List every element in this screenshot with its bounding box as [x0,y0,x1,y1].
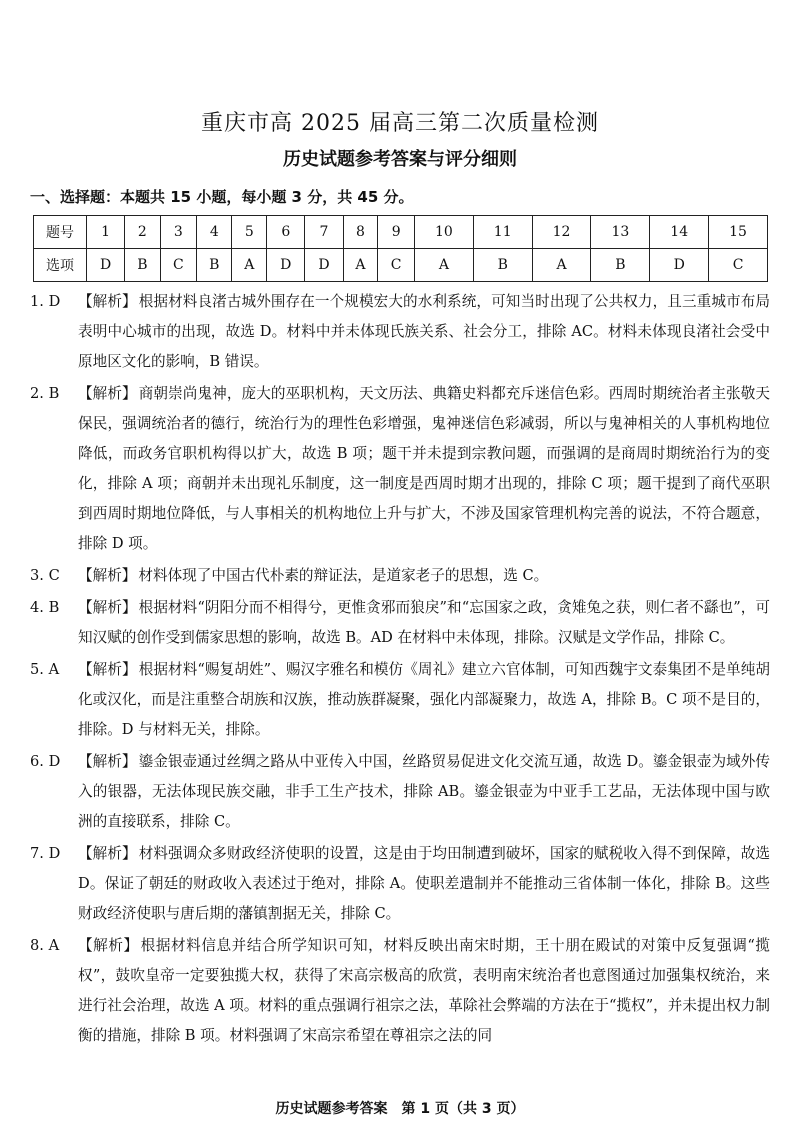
item-number: 4. B [30,599,60,616]
question-number: 1 [87,216,125,249]
question-number: 3 [160,216,197,249]
answer-cell: D [305,249,343,282]
analysis-tag: 【解析】 [78,599,137,616]
item-number: 7. D [30,845,61,862]
answer-cell: B [197,249,232,282]
question-number: 14 [650,216,709,249]
item-number: 5. A [30,661,60,678]
analysis-tag: 【解析】 [78,753,137,770]
explanation-item [30,839,770,929]
question-number: 10 [414,216,473,249]
analysis-tag: 【解析】 [78,845,137,862]
item-text [78,287,770,377]
analysis-tag: 【解析】 [78,293,137,310]
analysis-tag: 【解析】 [78,661,137,678]
explanation-item [30,593,770,653]
question-number: 9 [378,216,415,249]
item-body: 根据材料“阴阳分而不相得兮，更惟贪邪而狼戾”和“忘国家之政，贪雉兔之获，则仁者不繇也”，可知汉赋的创作受到儒家思想的影响，故选 B。AD 在材料中未体现，排除。汉赋是文学作品，排除 C。 [78,599,770,646]
explanation-list [30,287,770,1053]
number-row [34,216,768,249]
section-heading: 一、选择题：本题共 15 小题，每小题 3 分，共 45 分。 [30,188,414,206]
explanation-item [30,655,770,745]
answer-cell: C [160,249,197,282]
analysis-tag: 【解析】 [78,567,137,584]
answer-cell: D [87,249,125,282]
row-label: 选项 [34,249,87,282]
item-body: 材料体现了中国古代朴素的辩证法，是道家老子的思想，选 C。 [138,567,549,584]
item-number: 1. D [30,293,61,310]
page-footer: 历史试题参考答案 第 1 页（共 3 页） [275,1101,525,1117]
page-title: 重庆市高 2025 届高三第二次质量检测 [201,111,599,136]
item-text [78,561,770,591]
question-number: 6 [267,216,305,249]
item-text [78,655,770,745]
item-text [78,593,770,653]
analysis-tag: 【解析】 [78,937,139,954]
explanation-item [30,747,770,837]
answer-table [33,215,768,282]
item-body: 根据材料良渚古城外围存在一个规模宏大的水利系统，可知当时出现了公共权力，且三重城市布局表明中心城市的出现，故选 D。材料中并未体现氏族关系、社会分工，排除 AC。材料未体现良渚社会受中原地区文化的影响，B 错误。 [78,293,770,370]
item-body: 根据材料信息并结合所学知识可知，材料反映出南宋时期，王十朋在殿试的对策中反复强调“揽权”，鼓吹皇帝一定要独揽大权，获得了宋高宗极高的欣赏，表明南宋统治者也意图通过加强集权统治，来进行社会治理，故选 A 项。材料的重点强调行祖宗之法，革除社会弊端的方法在于“揽权”，并未提出权力制衡的措施，排除 B 项。材料强调了宋高宗希望在尊祖宗之法的同 [78,937,770,1044]
item-body: 材料强调众多财政经济使职的设置，这是由于均田制遭到破坏，国家的赋税收入得不到保障，故选 D。保证了朝廷的财政收入表述过于绝对，排除 A。使职差遣制并不能推动三省体制一体化，排除 B。这些财政经济使职与唐后期的藩镇割据无关，排除 C。 [78,845,770,922]
item-number: 6. D [30,753,61,770]
page-subtitle: 历史试题参考答案与评分细则 [283,149,517,170]
item-number: 8. A [30,937,60,954]
answer-row [34,249,768,282]
answer-cell: A [532,249,591,282]
answer-cell: B [473,249,532,282]
answer-cell: B [591,249,650,282]
answer-cell: C [378,249,415,282]
item-number: 3. C [30,567,60,584]
question-number: 4 [197,216,232,249]
answer-cell: A [414,249,473,282]
explanation-item [30,379,770,559]
question-number: 7 [305,216,343,249]
answer-cell: C [709,249,768,282]
question-number: 8 [343,216,378,249]
row-label: 题号 [34,216,87,249]
explanation-item [30,931,770,1051]
item-text [78,379,770,559]
explanation-item [30,561,770,591]
question-number: 2 [125,216,160,249]
item-text [78,747,770,837]
item-text [78,839,770,929]
item-body: 根据材料“赐复胡姓”、赐汉字雅名和模仿《周礼》建立六官体制，可知西魏宇文泰集团不是单纯胡化或汉化，而是注重整合胡族和汉族，推动族群凝聚，强化内部凝聚力，故选 A，排除 B。C 项不是目的，排除。D 与材料无关，排除。 [78,661,770,738]
answer-cell: D [267,249,305,282]
answer-cell: D [650,249,709,282]
explanation-item [30,287,770,377]
question-number: 11 [473,216,532,249]
answer-cell: A [232,249,267,282]
item-number: 2. B [30,385,60,402]
item-body: 商朝崇尚鬼神，庞大的巫职机构，天文历法、典籍史料都充斥迷信色彩。西周时期统治者主张敬天保民，强调统治者的德行，统治行为的理性色彩增强，鬼神迷信色彩减弱，所以与鬼神相关的人事机构地位降低，而政务官职机构得以扩大，故选 B 项；题干并未提到宗教问题，而强调的是商周时期统治行为的变化，排除 A 项；商朝并未出现礼乐制度，这一制度是西周时期才出现的，排除 C 项；题干提到了商代巫职到西周时期地位降低，与人事相关的机构地位上升与扩大，不涉及国家管理机构完善的说法，不符合题意，排除 D 项。 [78,385,770,552]
answer-cell: A [343,249,378,282]
question-number: 15 [709,216,768,249]
analysis-tag: 【解析】 [78,385,137,402]
answer-cell: B [125,249,160,282]
question-number: 13 [591,216,650,249]
item-text [78,931,770,1051]
question-number: 5 [232,216,267,249]
question-number: 12 [532,216,591,249]
item-body: 鎏金银壶通过丝绸之路从中亚传入中国，丝路贸易促进文化交流互通，故选 D。鎏金银壶为域外传入的银器，无法体现民族交融，非手工生产技术，排除 AB。鎏金银壶为中亚手工艺品，无法体现中国与欧洲的直接联系，排除 C。 [78,753,770,830]
